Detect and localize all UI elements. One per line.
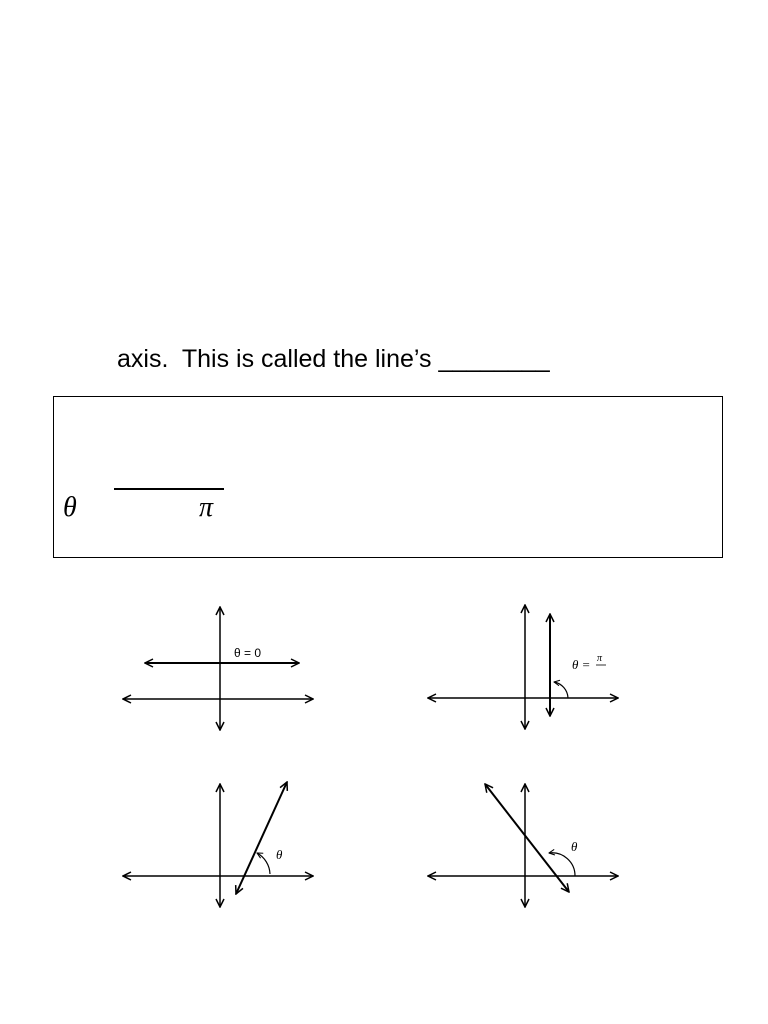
angle-label: θ [571, 839, 578, 854]
angle-label: θ [276, 847, 283, 862]
angle-label: θ = 0 [234, 646, 262, 660]
angle-label-numerator: π [597, 653, 603, 664]
theta-symbol: θ [63, 492, 77, 523]
angle-label-prefix: θ = [572, 657, 591, 672]
angle-arc [257, 853, 270, 874]
diagram-positive-slope-line [123, 782, 313, 907]
angle-arc [554, 682, 568, 698]
inclination-sentence: axis. This is called the line’s ________ [117, 345, 550, 373]
diagram-vertical-line [428, 605, 618, 729]
diagram-horizontal-line [123, 607, 313, 730]
sloped-line [236, 782, 287, 894]
pi-symbol: π [199, 492, 214, 523]
diagram-negative-slope-line [428, 784, 618, 907]
